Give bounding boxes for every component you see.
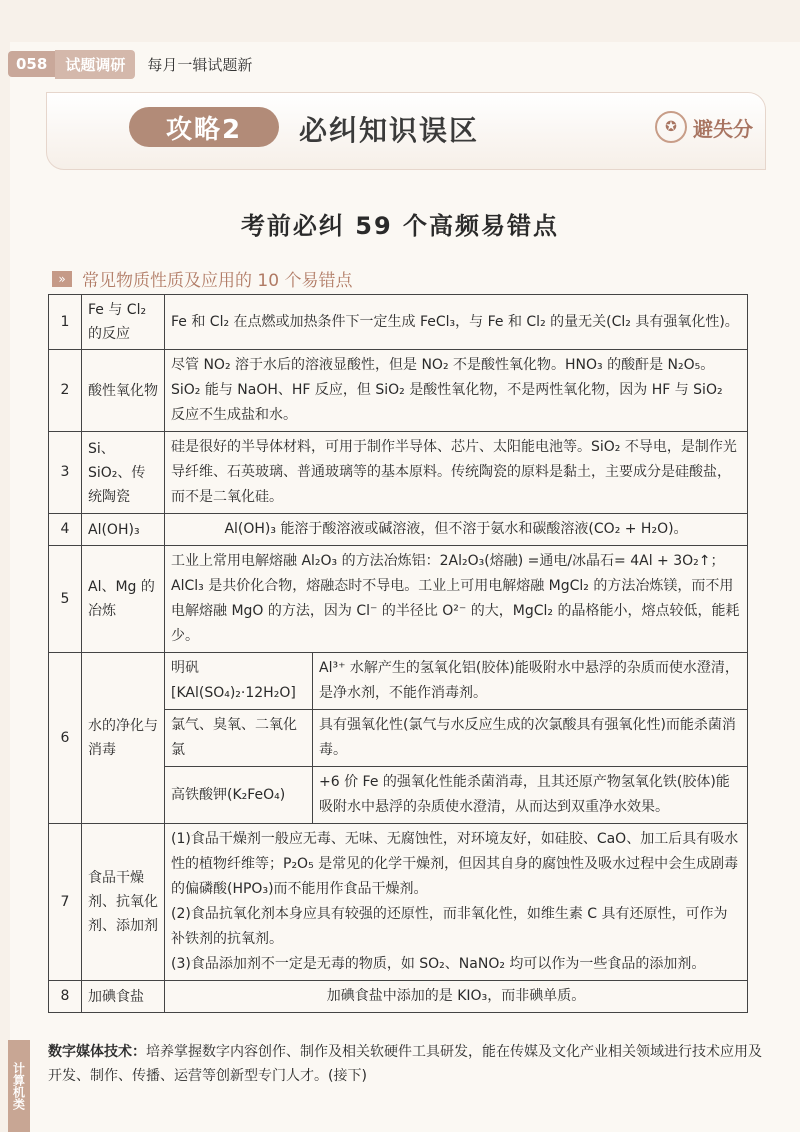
- banner-pill: 攻略2: [129, 107, 279, 147]
- table-row: [49, 824, 748, 981]
- row-number: 1: [49, 295, 82, 350]
- row-text: 加碘食盐中添加的是 KIO₃，而非碘单质。: [165, 981, 748, 1013]
- page-title: 考前必纠 59 个高频易错点: [240, 212, 560, 240]
- row-line: (3)食品添加剂不一定是无毒的物质，如 SO₂、NaNO₂ 均可以作为一些食品的添加剂。: [171, 956, 706, 972]
- table-row: [49, 350, 748, 432]
- row-topic: Al(OH)₃: [82, 514, 165, 546]
- row-number: 3: [49, 432, 82, 514]
- row-text: [165, 824, 748, 981]
- page-number: 058: [8, 51, 55, 77]
- table-row: [49, 653, 748, 824]
- table-row: [49, 432, 748, 514]
- sub-text: +6 价 Fe 的强氧化性能杀菌消毒，且其还原产物氢氧化铁(胶体)能吸附水中悬浮的杂质使水澄清，从而达到双重净水效果。: [319, 774, 730, 815]
- badge-label: 避失分: [693, 116, 753, 141]
- page-header: [8, 50, 800, 78]
- row-topic: 酸性氧化物: [82, 350, 165, 432]
- sub-name: 氯气、臭氧、二氧化氯: [165, 710, 313, 767]
- row-topic: 食品干燥剂、抗氧化剂、添加剂: [82, 824, 165, 981]
- header-subtitle: 每月一辑试题新: [147, 55, 253, 74]
- row-line: (2)食品抗氧化剂本身应具有较强的还原性，而非氧化性，如维生素 C 具有还原性，可作为补铁剂的抗氧剂。: [171, 906, 728, 947]
- badge: [655, 111, 753, 143]
- row-text: 工业上常用电解熔融 Al₂O₃ 的方法冶炼铝：2Al₂O₃(熔融) =通电/冰晶石= 4Al + 3O₂↑；AlCl₃ 是共价化合物，熔融态时不导电。工业上可用电解熔融 MgCl₂ 的方法冶炼镁，而不用电解熔融 MgO 的方法，因为 Cl⁻ 的半径比 O²⁻ 的大，MgCl₂ 的晶格能小，熔点较低，能耗少。: [165, 546, 748, 653]
- sub-text: Al³⁺ 水解产生的氢氧化铝(胶体)能吸附水中悬浮的杂质而使水澄清，是净水剂，不能作消毒剂。: [313, 653, 748, 710]
- sub-row: [165, 710, 747, 767]
- side-tab: 计算机类: [8, 1040, 30, 1132]
- table-row: [49, 546, 748, 653]
- table-row: [49, 981, 748, 1013]
- table-row: [49, 514, 748, 546]
- sub-table: [165, 653, 747, 823]
- medal-icon: ✪: [655, 111, 687, 143]
- row-topic: Al、Mg 的冶炼: [82, 546, 165, 653]
- row-text: 尽管 NO₂ 溶于水后的溶液显酸性，但是 NO₂ 不是酸性氧化物。HNO₃ 的酸酐是 N₂O₅。SiO₂ 能与 NaOH、HF 反应，但 SiO₂ 是酸性氧化物，不是两性氧化物，因为 HF 与 SiO₂ 反应不生成盐和水。: [165, 350, 748, 432]
- sub-text: 具有强氧化性(氯气与水反应生成的次氯酸具有强氧化性)而能杀菌消毒。: [313, 710, 748, 767]
- row-topic: 加碘食盐: [82, 981, 165, 1013]
- list-heading: [52, 266, 352, 291]
- table-row: [49, 295, 748, 350]
- row-number: 5: [49, 546, 82, 653]
- banner-title: 必纠知识误区: [299, 114, 480, 147]
- sub-name: 明矾[KAl(SO₄)₂·12H₂O]: [165, 653, 313, 710]
- row-topic: 水的净化与消毒: [82, 653, 165, 824]
- row-topic: Fe 与 Cl₂ 的反应: [82, 295, 165, 350]
- sub-name: 高铁酸钾(K₂FeO₄): [165, 767, 313, 824]
- row-number: 7: [49, 824, 82, 981]
- row-text: Al(OH)₃ 能溶于酸溶液或碱溶液，但不溶于氨水和碳酸溶液(CO₂ + H₂O)。: [165, 514, 748, 546]
- list-heading-text: 常见物质性质及应用的 10 个易错点: [82, 271, 353, 291]
- row-number: 4: [49, 514, 82, 546]
- footer-text: 培养掌握数字内容创作、制作及相关软硬件工具研发，能在传媒及文化产业相关领域进行技术应用及开发、制作、传播、运营等创新型专门人才。(接下): [48, 1044, 762, 1084]
- row-number: 8: [49, 981, 82, 1013]
- row-number: 2: [49, 350, 82, 432]
- row-subtable-cell: [165, 653, 748, 824]
- row-topic: Si、SiO₂、传统陶瓷: [82, 432, 165, 514]
- sub-row: [165, 653, 747, 710]
- double-arrow-icon: »: [52, 271, 72, 287]
- section-banner: [46, 92, 766, 170]
- footer-note: [48, 1040, 768, 1088]
- sub-row: [165, 767, 747, 824]
- row-number: 6: [49, 653, 82, 824]
- section-tag: 试题调研: [55, 50, 135, 79]
- row-text: 硅是很好的半导体材料，可用于制作半导体、芯片、太阳能电池等。SiO₂ 不导电，是制作光导纤维、石英玻璃、普通玻璃等的基本原料。传统陶瓷的原料是黏土，主要成分是硅酸盐，而不是二氧化硅。: [165, 432, 748, 514]
- row-text: Fe 和 Cl₂ 在点燃或加热条件下一定生成 FeCl₃，与 Fe 和 Cl₂ 的量无关(Cl₂ 具有强氧化性)。: [165, 295, 748, 350]
- row-line: (1)食品干燥剂一般应无毒、无味、无腐蚀性，对环境友好，如硅胶、CaO、加工后具有吸水性的植物纤维等；P₂O₅ 是常见的化学干燥剂，但因其自身的腐蚀性及吸水过程中会生成剧毒的偏磷酸(HPO₃)而不能用作食品干燥剂。: [171, 831, 739, 897]
- error-points-table: [48, 294, 748, 1013]
- footer-label: 数字媒体技术：: [48, 1044, 146, 1060]
